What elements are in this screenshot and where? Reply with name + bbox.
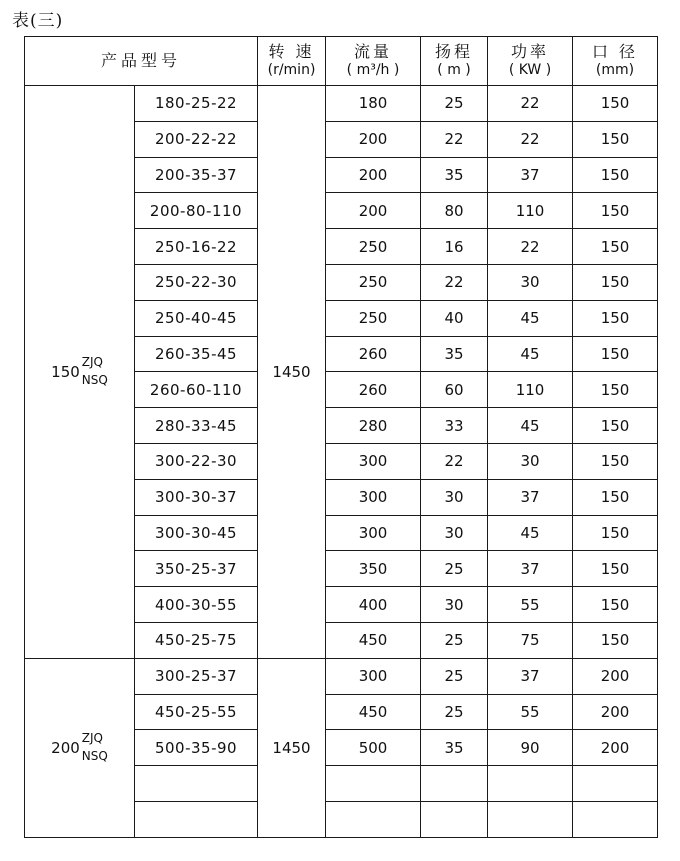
header-power-label: 功率 — [511, 42, 550, 61]
model-cell: 200-80-110 — [135, 193, 258, 229]
header-model-label: 产品型号 — [101, 51, 182, 70]
diameter-cell: 150 — [573, 372, 658, 408]
head-cell: 30 — [421, 479, 488, 515]
power-cell: 37 — [488, 551, 573, 587]
model-cell — [135, 801, 258, 837]
head-cell: 35 — [421, 730, 488, 766]
diameter-cell: 150 — [573, 264, 658, 300]
head-cell: 25 — [421, 86, 488, 122]
model-cell: 450-25-55 — [135, 694, 258, 730]
diameter-cell: 150 — [573, 551, 658, 587]
header-head — [421, 37, 488, 86]
diameter-cell: 200 — [573, 694, 658, 730]
header-diameter-label: 口 径 — [591, 42, 639, 61]
diameter-cell: 150 — [573, 479, 658, 515]
model-cell — [135, 766, 258, 802]
head-cell: 30 — [421, 587, 488, 623]
flow-cell: 180 — [326, 86, 421, 122]
flow-cell: 450 — [326, 694, 421, 730]
head-cell: 30 — [421, 515, 488, 551]
power-cell: 55 — [488, 694, 573, 730]
flow-cell: 350 — [326, 551, 421, 587]
power-cell: 45 — [488, 408, 573, 444]
power-cell: 90 — [488, 730, 573, 766]
power-cell — [488, 766, 573, 802]
diameter-cell: 150 — [573, 229, 658, 265]
power-cell: 75 — [488, 622, 573, 658]
header-speed-label: 转 速 — [268, 42, 315, 61]
group-series-top: ZJQ — [81, 730, 104, 745]
diameter-cell: 150 — [573, 336, 658, 372]
header-power — [488, 37, 573, 86]
model-cell: 250-16-22 — [135, 229, 258, 265]
group-series-bottom: NSQ — [81, 748, 108, 763]
flow-cell: 200 — [326, 121, 421, 157]
power-cell: 30 — [488, 443, 573, 479]
header-speed-unit: (r/min) — [267, 62, 316, 78]
head-cell — [421, 766, 488, 802]
flow-cell: 260 — [326, 336, 421, 372]
diameter-cell: 200 — [573, 730, 658, 766]
flow-cell: 300 — [326, 658, 421, 694]
model-cell: 280-33-45 — [135, 408, 258, 444]
head-cell: 22 — [421, 121, 488, 157]
power-cell: 22 — [488, 229, 573, 265]
flow-cell: 250 — [326, 264, 421, 300]
group-number: 150 — [51, 362, 80, 381]
flow-cell: 200 — [326, 193, 421, 229]
flow-cell: 280 — [326, 408, 421, 444]
flow-cell: 450 — [326, 622, 421, 658]
diameter-cell: 150 — [573, 587, 658, 623]
head-cell: 22 — [421, 264, 488, 300]
head-cell: 40 — [421, 300, 488, 336]
power-cell: 45 — [488, 300, 573, 336]
diameter-cell: 150 — [573, 622, 658, 658]
diameter-cell: 150 — [573, 121, 658, 157]
group-number: 200 — [51, 738, 80, 757]
head-cell: 35 — [421, 336, 488, 372]
model-cell: 250-22-30 — [135, 264, 258, 300]
head-cell: 33 — [421, 408, 488, 444]
head-cell — [421, 801, 488, 837]
flow-cell — [326, 766, 421, 802]
speed-cell: 1450 — [258, 658, 326, 837]
model-cell: 300-30-45 — [135, 515, 258, 551]
table-header — [25, 37, 658, 86]
flow-cell: 260 — [326, 372, 421, 408]
flow-cell: 300 — [326, 515, 421, 551]
flow-cell: 300 — [326, 479, 421, 515]
head-cell: 22 — [421, 443, 488, 479]
table-row — [25, 86, 658, 122]
diameter-cell: 150 — [573, 193, 658, 229]
power-cell — [488, 801, 573, 837]
flow-cell — [326, 801, 421, 837]
power-cell: 45 — [488, 336, 573, 372]
head-cell: 16 — [421, 229, 488, 265]
speed-cell: 1450 — [258, 86, 326, 659]
power-cell: 37 — [488, 658, 573, 694]
diameter-cell: 150 — [573, 157, 658, 193]
header-flow-unit: ( m³/h ) — [346, 62, 400, 78]
flow-cell: 200 — [326, 157, 421, 193]
group-label — [25, 658, 135, 837]
flow-cell: 300 — [326, 443, 421, 479]
head-cell: 35 — [421, 157, 488, 193]
power-cell: 22 — [488, 121, 573, 157]
head-cell: 25 — [421, 694, 488, 730]
head-cell: 60 — [421, 372, 488, 408]
table-body — [25, 86, 658, 838]
power-cell: 55 — [488, 587, 573, 623]
power-cell: 110 — [488, 372, 573, 408]
group-series-top: ZJQ — [81, 354, 104, 369]
model-cell: 500-35-90 — [135, 730, 258, 766]
header-speed — [258, 37, 326, 86]
diameter-cell: 150 — [573, 515, 658, 551]
model-cell: 250-40-45 — [135, 300, 258, 336]
power-cell: 22 — [488, 86, 573, 122]
header-model — [25, 37, 258, 86]
diameter-cell: 150 — [573, 443, 658, 479]
model-cell: 450-25-75 — [135, 622, 258, 658]
header-diameter-unit: (mm) — [595, 62, 635, 78]
model-cell: 300-30-37 — [135, 479, 258, 515]
header-flow-label: 流量 — [354, 42, 393, 61]
head-cell: 80 — [421, 193, 488, 229]
flow-cell: 250 — [326, 300, 421, 336]
table-row — [25, 658, 658, 694]
diameter-cell: 150 — [573, 86, 658, 122]
header-diameter — [573, 37, 658, 86]
flow-cell: 500 — [326, 730, 421, 766]
model-cell: 400-30-55 — [135, 587, 258, 623]
power-cell: 30 — [488, 264, 573, 300]
header-flow — [326, 37, 421, 86]
power-cell: 37 — [488, 479, 573, 515]
group-series-bottom: NSQ — [81, 372, 108, 387]
group-label — [25, 86, 135, 659]
flow-cell: 400 — [326, 587, 421, 623]
model-cell: 200-35-37 — [135, 157, 258, 193]
table-caption: 表(三) — [12, 11, 64, 31]
header-head-unit: ( m ) — [437, 62, 471, 78]
head-cell: 25 — [421, 658, 488, 694]
model-cell: 180-25-22 — [135, 86, 258, 122]
flow-cell: 250 — [326, 229, 421, 265]
diameter-cell: 200 — [573, 658, 658, 694]
power-cell: 45 — [488, 515, 573, 551]
model-cell: 300-22-30 — [135, 443, 258, 479]
diameter-cell: 150 — [573, 300, 658, 336]
model-cell: 350-25-37 — [135, 551, 258, 587]
power-cell: 37 — [488, 157, 573, 193]
head-cell: 25 — [421, 551, 488, 587]
diameter-cell — [573, 801, 658, 837]
model-cell: 260-35-45 — [135, 336, 258, 372]
pump-spec-table — [24, 36, 658, 838]
diameter-cell: 150 — [573, 408, 658, 444]
model-cell: 200-22-22 — [135, 121, 258, 157]
header-head-label: 扬程 — [435, 42, 474, 61]
diameter-cell — [573, 766, 658, 802]
head-cell: 25 — [421, 622, 488, 658]
model-cell: 260-60-110 — [135, 372, 258, 408]
model-cell: 300-25-37 — [135, 658, 258, 694]
header-power-unit: ( KW ) — [508, 62, 552, 78]
power-cell: 110 — [488, 193, 573, 229]
